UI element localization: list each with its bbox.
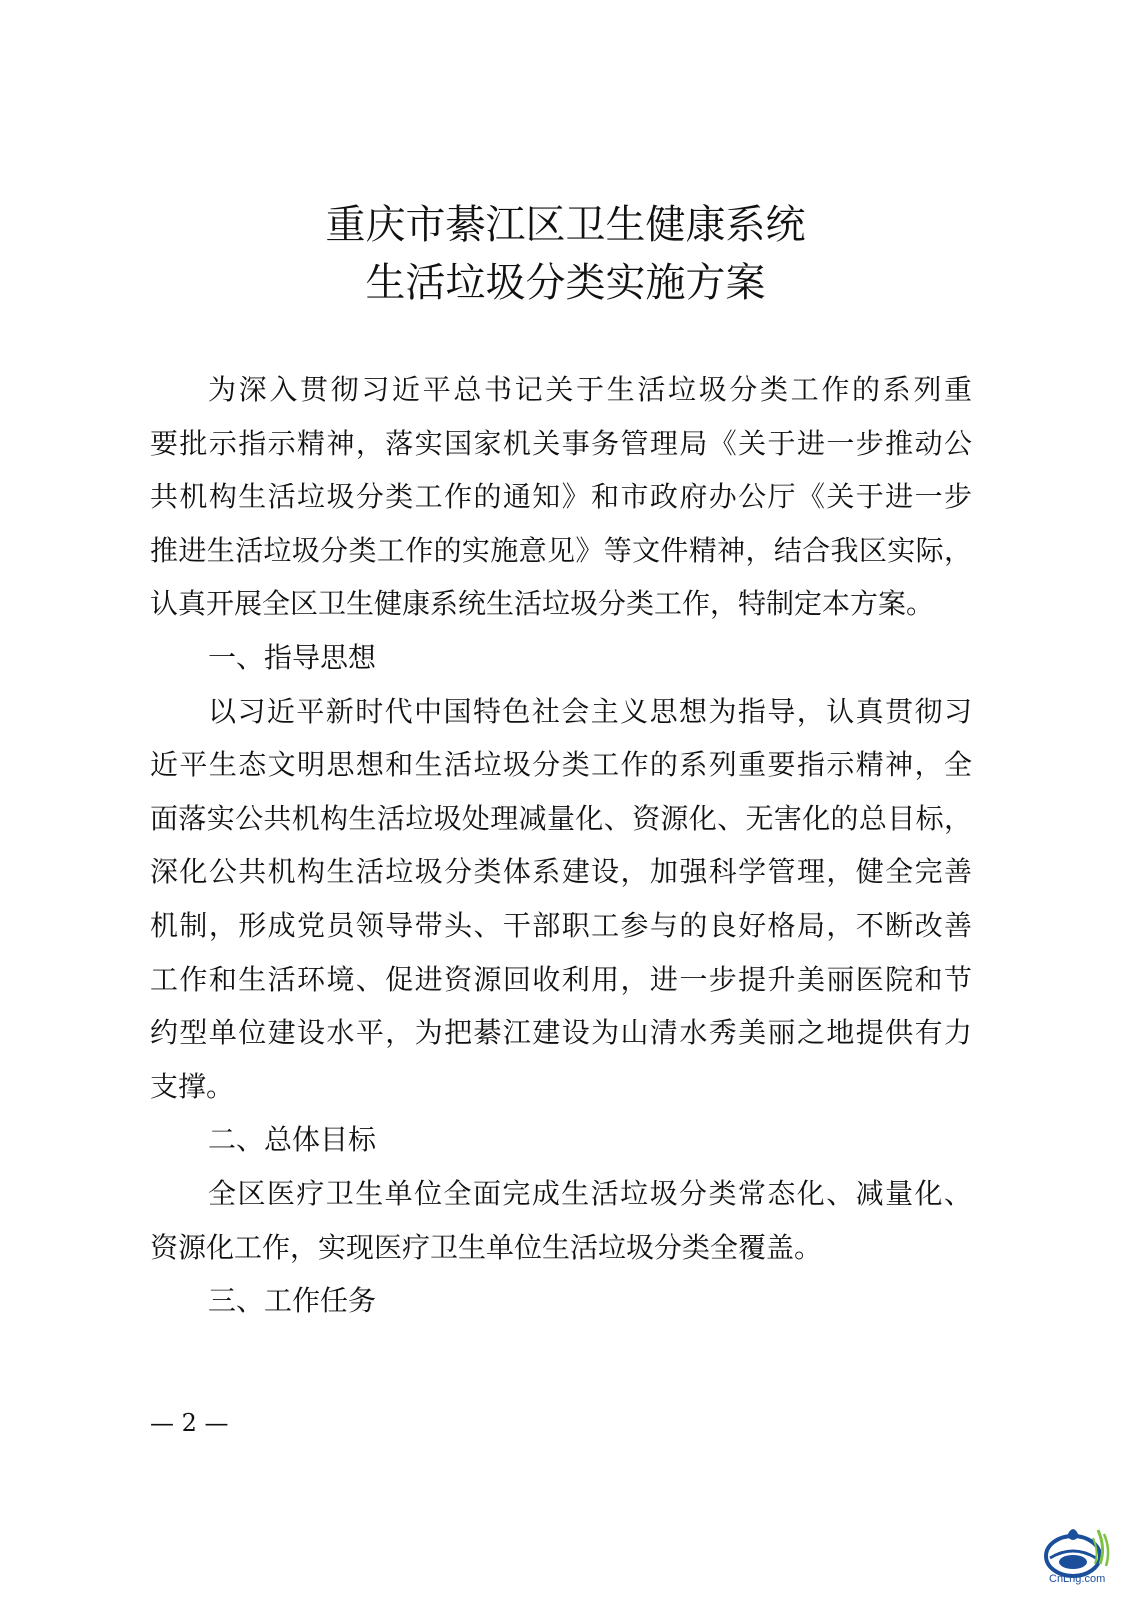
- text-line: 近平生态文明思想和生活垃圾分类工作的系列重要指示精神，全: [150, 748, 972, 782]
- text-line: 机制，形成党员领导带头、干部职工参与的良好格局，不断改善: [150, 908, 972, 942]
- overall-goal-paragraph: [150, 1167, 972, 1274]
- title-line-1: 重庆市綦江区卫生健康系统: [325, 202, 806, 248]
- section-heading-work-tasks: 三、工作任务: [208, 1284, 377, 1318]
- text-line: 资源化工作，实现医疗卫生单位生活垃圾分类全覆盖。: [150, 1230, 823, 1264]
- title-line-2: 生活垃圾分类实施方案: [365, 260, 766, 306]
- text-line: 工作和生活环境、促进资源回收利用，进一步提升美丽医院和节: [150, 962, 972, 996]
- text-line: 全区医疗卫生单位全面完成生活垃圾分类常态化、减量化、: [208, 1176, 972, 1210]
- document-body: [150, 363, 972, 1328]
- text-line: 面落实公共机构生活垃圾处理减量化、资源化、无害化的总目标，: [150, 801, 972, 835]
- intro-paragraph: [150, 363, 972, 631]
- document-title: [0, 196, 1131, 312]
- page-number: — 2 —: [150, 1409, 229, 1437]
- text-line: 以习近平新时代中国特色社会主义思想为指导，认真贯彻习: [208, 694, 972, 728]
- text-line: 深化公共机构生活垃圾分类体系建设，加强科学管理，健全完善: [150, 855, 972, 889]
- text-line: 约型单位建设水平，为把綦江建设为山清水秀美丽之地提供有力: [150, 1016, 972, 1050]
- guiding-ideology-paragraph: [150, 685, 972, 1114]
- text-line: 要批示指示精神，落实国家机关事务管理局《关于进一步推动公: [150, 426, 972, 460]
- section-heading-guiding-ideology: 一、指导思想: [208, 640, 377, 674]
- text-line: 共机构生活垃圾分类工作的通知》和市政府办公厅《关于进一步: [150, 480, 972, 514]
- text-line: 推进生活垃圾分类工作的实施意见》等文件精神，结合我区实际，: [150, 533, 972, 567]
- text-line: 支撑。: [150, 1069, 235, 1103]
- text-line: 认真开展全区卫生健康系统生活垃圾分类工作，特制定本方案。: [150, 587, 935, 621]
- text-line: 为深入贯彻习近平总书记关于生活垃圾分类工作的系列重: [208, 373, 972, 406]
- section-heading-overall-goal: 二、总体目标: [208, 1123, 377, 1157]
- watermark-text: CnLng.com: [1049, 1573, 1106, 1585]
